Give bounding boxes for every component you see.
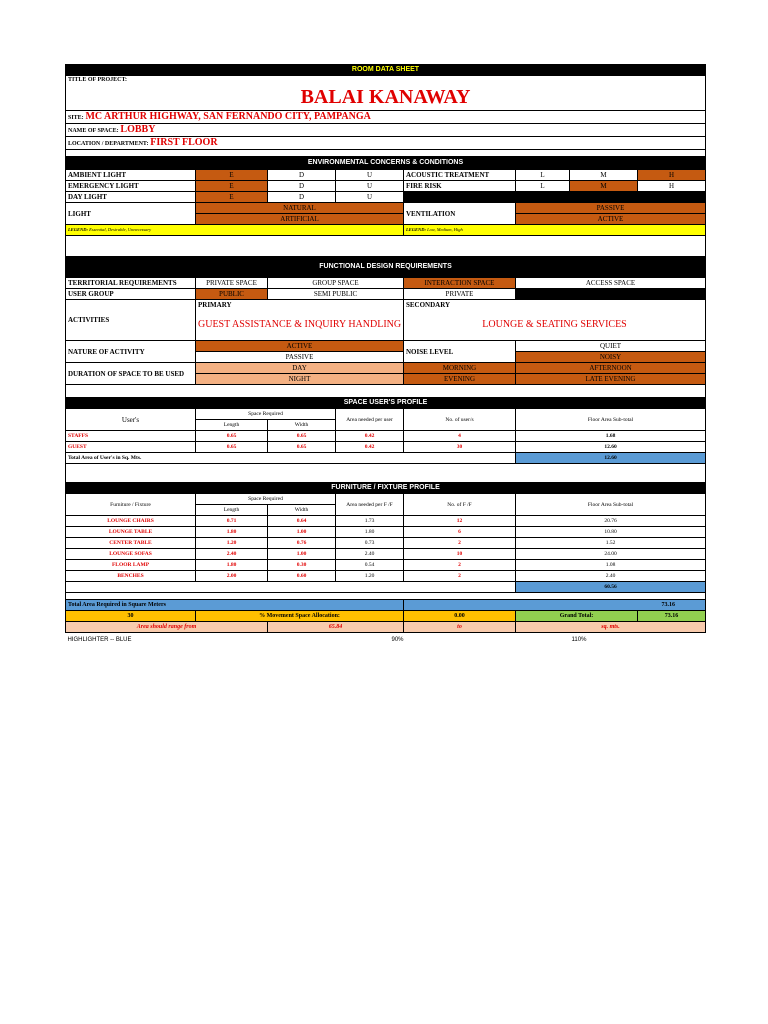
project-label: TITLE OF PROJECT:: [66, 76, 706, 85]
func-row-activities-1: [66, 300, 706, 311]
furniture-area: 1.73: [336, 516, 404, 527]
range-min: 65.84: [268, 622, 404, 633]
artificial-cell: ARTIFICIAL: [196, 214, 404, 225]
day-d: D: [268, 192, 336, 203]
range-to: to: [404, 622, 516, 633]
furniture-width: 1.00: [268, 527, 336, 538]
duration-label: DURATION OF SPACE TO BE USED: [66, 363, 196, 385]
day-light-label: DAY LIGHT: [66, 192, 196, 203]
activities-label: ACTIVITIES: [66, 300, 196, 341]
func-title: FUNCTIONAL DESIGN REQUIREMENTS: [66, 257, 706, 278]
day-u: U: [336, 192, 404, 203]
furniture-row: [66, 560, 706, 571]
users-head-1: [66, 409, 706, 420]
furniture-length: 2.00: [196, 571, 268, 582]
users-col-space: Space Required: [196, 409, 336, 420]
users-title: SPACE USER'S PROFILE: [66, 398, 706, 409]
user-name: GUEST: [66, 442, 196, 453]
furniture-area: 2.40: [336, 549, 404, 560]
semi-public-cell: SEMI PUBLIC: [268, 289, 404, 300]
furn-col-width: Width: [268, 505, 336, 516]
furn-col-sub: Floor Area Sub-total: [516, 494, 706, 516]
furn-head-1: [66, 494, 706, 505]
site-label: SITE:: [68, 114, 84, 121]
access-space: ACCESS SPACE: [516, 278, 706, 289]
furniture-count: 12: [404, 516, 516, 527]
furniture-row: [66, 527, 706, 538]
user-group-label: USER GROUP: [66, 289, 196, 300]
furniture-count: 2: [404, 560, 516, 571]
furniture-count: 10: [404, 549, 516, 560]
user-area: 0.42: [336, 442, 404, 453]
func-row-user-group: [66, 289, 706, 300]
legend-right: LEGEND: Low, Medium, High: [404, 225, 706, 236]
user-length: 0.65: [196, 442, 268, 453]
furn-col-name: Furniture / Fixture: [66, 494, 196, 516]
users-total-value: 12.60: [516, 453, 706, 464]
ambient-d: D: [268, 170, 336, 181]
light-label: LIGHT: [66, 203, 196, 225]
duration-afternoon: AFTERNOON: [516, 363, 706, 374]
movement-label: % Movement Space Allocation:: [196, 611, 404, 622]
space-row: [66, 124, 706, 137]
users-col-count: No. of user/s: [404, 409, 516, 431]
furn-col-area: Area needed per F /F: [336, 494, 404, 516]
user-name: STAFFS: [66, 431, 196, 442]
territorial-label: TERRITORIAL REQUIREMENTS: [66, 278, 196, 289]
furniture-width: 0.64: [268, 516, 336, 527]
range-unit: sq. mts.: [516, 622, 706, 633]
nature-active: ACTIVE: [196, 341, 404, 352]
blank-block: [404, 192, 706, 203]
furniture-row: [66, 571, 706, 582]
range-label: Area should range from: [66, 622, 268, 633]
furn-col-length: Length: [196, 505, 268, 516]
space-value: LOBBY: [120, 123, 156, 135]
grand-label: Grand Total:: [516, 611, 638, 622]
emergency-e: E: [196, 181, 268, 192]
users-total-row: [66, 453, 706, 464]
emergency-d: D: [268, 181, 336, 192]
furniture-width: 0.30: [268, 560, 336, 571]
summary-total-label: Total Area Required in Square Meters: [66, 600, 404, 611]
furniture-name: LOUNGE TABLE: [66, 527, 196, 538]
furniture-length: 1.80: [196, 560, 268, 571]
env-row-day: [66, 192, 706, 203]
furniture-sub: 1.08: [516, 560, 706, 571]
acoustic-m: M: [570, 170, 638, 181]
location-label: LOCATION / DEPARTMENT:: [68, 140, 149, 147]
users-col-area: Area needed per user: [336, 409, 404, 431]
sheet-title: ROOM DATA SHEET: [66, 65, 706, 76]
users-col-sub: Floor Area Sub-total: [516, 409, 706, 431]
furn-col-count: No. of F /F: [404, 494, 516, 516]
furniture-sub: 20.76: [516, 516, 706, 527]
movement-pct: 30: [66, 611, 196, 622]
furniture-count: 2: [404, 571, 516, 582]
furniture-sub: 24.00: [516, 549, 706, 560]
interaction-space: INTERACTION SPACE: [404, 278, 516, 289]
env-row-emergency: [66, 181, 706, 192]
duration-morning: MORNING: [404, 363, 516, 374]
private-cell: PRIVATE: [404, 289, 516, 300]
noise-noisy: NOISY: [516, 352, 706, 363]
secondary-label: SECONDARY: [404, 300, 706, 311]
furn-total-value: 60.56: [516, 582, 706, 593]
fire-h: H: [638, 181, 706, 192]
acoustic-l: L: [516, 170, 570, 181]
day-e: E: [196, 192, 268, 203]
footer-row: [66, 633, 706, 646]
furniture-area: 1.20: [336, 571, 404, 582]
furniture-area: 0.73: [336, 538, 404, 549]
furniture-sub: 10.80: [516, 527, 706, 538]
env-title: ENVIRONMENTAL CONCERNS & CONDITIONS: [66, 157, 706, 170]
func-row-territorial: [66, 278, 706, 289]
users-col-length: Length: [196, 420, 268, 431]
furniture-count: 6: [404, 527, 516, 538]
user-sub: 12.60: [516, 442, 706, 453]
duration-late-evening: LATE EVENING: [516, 374, 706, 385]
ventilation-label: VENTILATION: [404, 203, 516, 225]
ambient-u: U: [336, 170, 404, 181]
location-value: FIRST FLOOR: [150, 136, 218, 148]
furniture-name: LOUNGE CHAIRS: [66, 516, 196, 527]
location-row: [66, 137, 706, 150]
furniture-area: 0.54: [336, 560, 404, 571]
func-row-duration-1: [66, 363, 706, 374]
acoustic-label: ACOUSTIC TREATMENT: [404, 170, 516, 181]
furniture-name: FLOOR LAMP: [66, 560, 196, 571]
furniture-name: LOUNGE SOFAS: [66, 549, 196, 560]
furniture-row: [66, 538, 706, 549]
noise-label: NOISE LEVEL: [404, 341, 516, 363]
furniture-width: 0.76: [268, 538, 336, 549]
legend-left: LEGEND: Essential, Desirable, Unnecessary: [66, 225, 404, 236]
nature-label: NATURE OF ACTIVITY: [66, 341, 196, 363]
user-row: [66, 442, 706, 453]
natural-cell: NATURAL: [196, 203, 404, 214]
noise-quiet: QUIET: [516, 341, 706, 352]
active-cell: ACTIVE: [516, 214, 706, 225]
private-space: PRIVATE SPACE: [196, 278, 268, 289]
nature-passive: PASSIVE: [196, 352, 404, 363]
furniture-length: 0.71: [196, 516, 268, 527]
group-space: GROUP SPACE: [268, 278, 404, 289]
primary-value: GUEST ASSISTANCE & INQUIRY HANDLING: [196, 310, 404, 341]
summary-total-value: 73.16: [404, 600, 706, 611]
furniture-count: 2: [404, 538, 516, 549]
emergency-u: U: [336, 181, 404, 192]
blank-block-2: [516, 289, 706, 300]
user-length: 0.65: [196, 431, 268, 442]
furniture-area: 1.80: [336, 527, 404, 538]
space-label: NAME OF SPACE:: [68, 127, 119, 134]
user-count: 4: [404, 431, 516, 442]
secondary-value: LOUNGE & SEATING SERVICES: [404, 310, 706, 341]
env-row-ambient: [66, 170, 706, 181]
primary-label: PRIMARY: [196, 300, 404, 311]
furniture-row: [66, 516, 706, 527]
footer-pct-low: 90%: [391, 637, 404, 643]
furniture-name: CENTER TABLE: [66, 538, 196, 549]
sheet-table: [65, 64, 706, 645]
user-count: 30: [404, 442, 516, 453]
user-area: 0.42: [336, 431, 404, 442]
furn-total-row: [66, 582, 706, 593]
user-row: [66, 431, 706, 442]
emergency-label: EMERGENCY LIGHT: [66, 181, 196, 192]
fire-l: L: [516, 181, 570, 192]
footer-pct-high: 110%: [571, 637, 587, 643]
furniture-title: FURNITURE / FIXTURE PROFILE: [66, 483, 706, 494]
furniture-length: 1.80: [196, 527, 268, 538]
user-width: 0.65: [268, 442, 336, 453]
fire-m: M: [570, 181, 638, 192]
site-row: [66, 111, 706, 124]
furniture-name: BENCHES: [66, 571, 196, 582]
summary-total-row: [66, 600, 706, 611]
furniture-sub: 1.52: [516, 538, 706, 549]
project-name: BALAI KANAWAY: [66, 84, 706, 111]
ambient-e: E: [196, 170, 268, 181]
users-col-users: User's: [66, 409, 196, 431]
summary-movement-row: [66, 611, 706, 622]
furniture-width: 1.00: [268, 549, 336, 560]
site-value: MC ARTHUR HIGHWAY, SAN FERNANDO CITY, PAMPANGA: [85, 110, 371, 122]
furniture-sub: 2.40: [516, 571, 706, 582]
func-row-nature-1: [66, 341, 706, 352]
duration-night: NIGHT: [196, 374, 404, 385]
furniture-length: 1.20: [196, 538, 268, 549]
users-col-width: Width: [268, 420, 336, 431]
acoustic-h: H: [638, 170, 706, 181]
ambient-label: AMBIENT LIGHT: [66, 170, 196, 181]
env-row-light-1: [66, 203, 706, 214]
footer-highlighter: HIGHLIGHTER -- BLUE: [67, 637, 132, 643]
furniture-length: 2.40: [196, 549, 268, 560]
duration-evening: EVENING: [404, 374, 516, 385]
room-data-sheet: [65, 64, 705, 645]
public-cell: PUBLIC: [196, 289, 268, 300]
furn-col-space: Space Required: [196, 494, 336, 505]
passive-cell: PASSIVE: [516, 203, 706, 214]
users-total-label: Total Area of User's in Sq. Mts.: [66, 453, 516, 464]
fire-label: FIRE RISK: [404, 181, 516, 192]
duration-day: DAY: [196, 363, 404, 374]
summary-range-row: [66, 622, 706, 633]
furniture-row: [66, 549, 706, 560]
user-sub: 1.68: [516, 431, 706, 442]
user-width: 0.65: [268, 431, 336, 442]
env-legend-row: [66, 225, 706, 236]
grand-value: 73.16: [638, 611, 706, 622]
furniture-width: 0.60: [268, 571, 336, 582]
movement-value: 0.00: [404, 611, 516, 622]
